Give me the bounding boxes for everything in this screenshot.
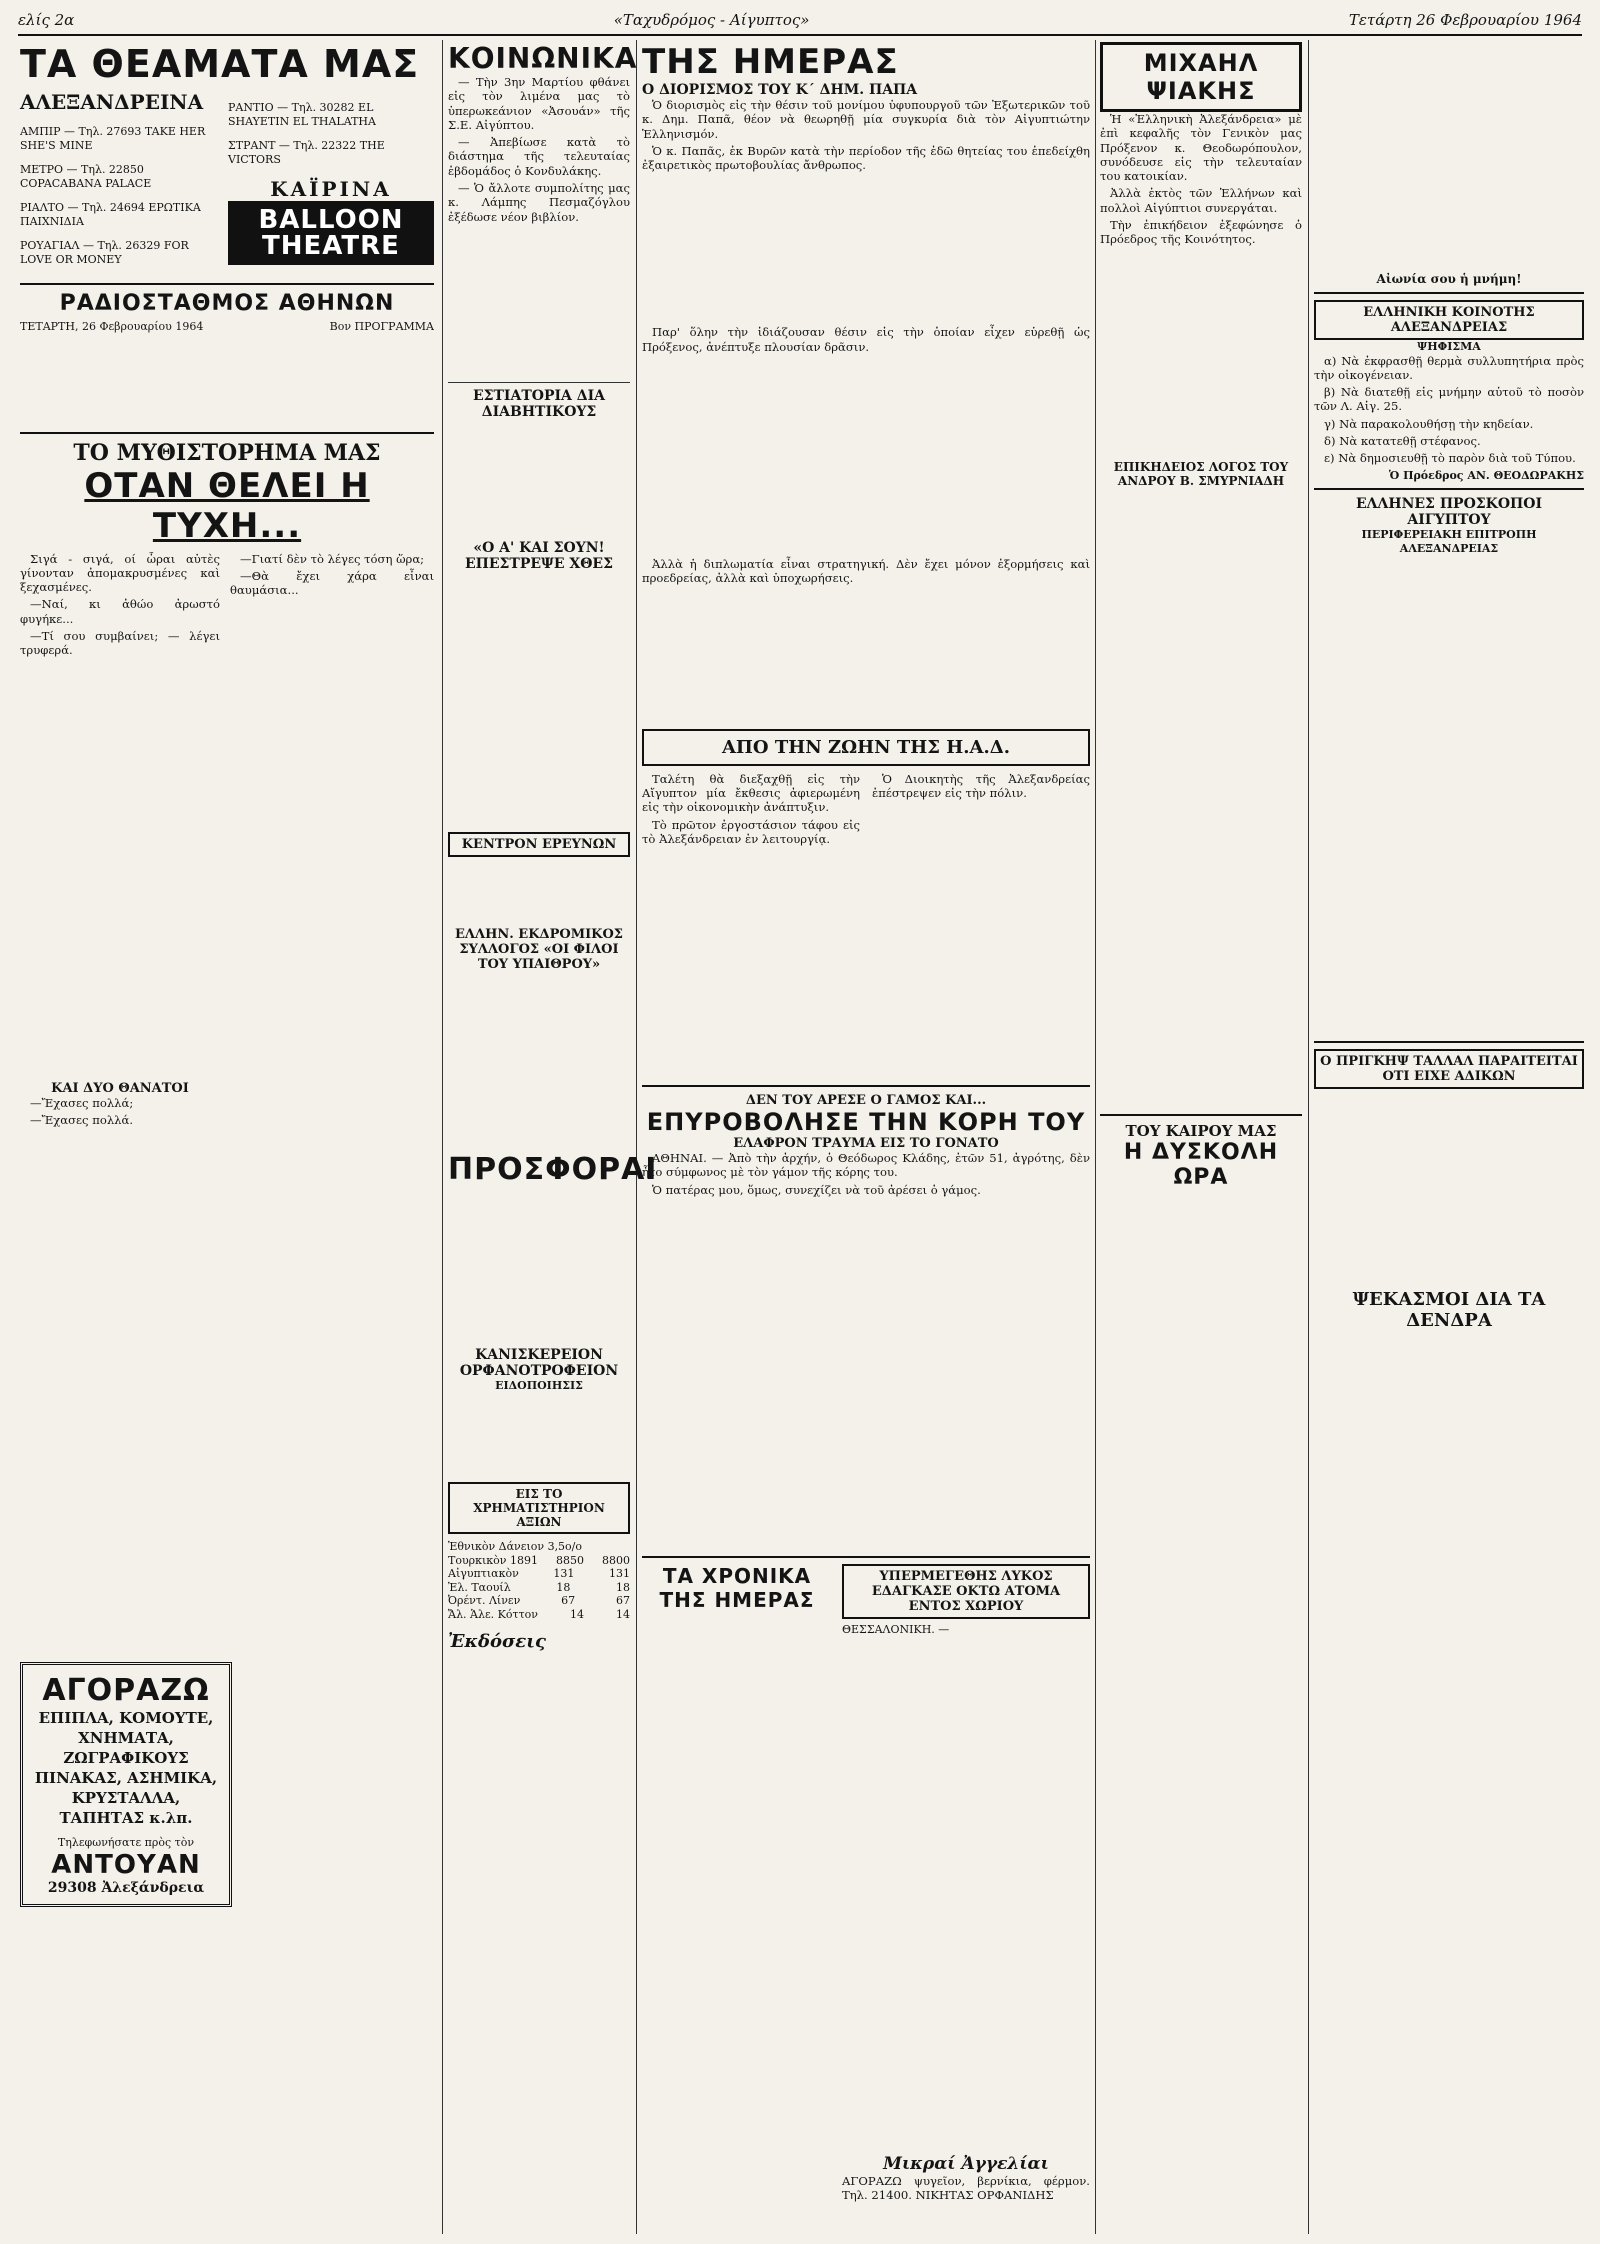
column-left — [20, 42, 434, 2232]
wedding-text: Ὁ πατέρας μου, ὅμως, συνεχίζει νὰ τοῦ ἀρέσει ὁ γάμος. — [652, 1182, 981, 1197]
editions-title: Ἐκδόσεις — [448, 1631, 546, 1653]
city-heading: ΑΛΕΞΑΝΔΡΕΙΝΑ — [20, 90, 204, 114]
novel-kicker: ΤΟ ΜΥΘΙΣΤΟΡΗΜΑ ΜΑΣ — [73, 439, 381, 466]
had-title: ΑΠΟ ΤΗΝ ΖΩΗΝ ΤΗΣ Η.Α.Δ. — [642, 729, 1090, 766]
social-text: — Τὴν 3ην Μαρτίου φθάνει εἰς τὸν λιμένα μας τὸ ὑπερωκεάνιον «Ἀσουάν» τῆς Σ.Ε. Αἰγύπτου. — [448, 75, 630, 132]
novel-text: Σιγά - σιγά, οί ὧραι αὐτὲς γίνονταν ἀπομακρυσμένες καὶ ξεχασμένες. — [20, 551, 220, 595]
cinema-listing: ΜΕΤΡΟ — Τηλ. 22850 COPACABANA PALACE — [20, 163, 152, 190]
orphanage-title: ΚΑΝΙΣΚΕΡΕΙΟΝ ΟΡΦΑΝΟΤΡΟΦΕΙΟΝ — [459, 1346, 619, 1379]
radio-date: ΤΕΤΑΡΤΗ, 26 Φεβρουαρίου 1964 — [20, 320, 204, 333]
buy-ad-name: ΑΝΤΟΥΑΝ — [51, 1849, 201, 1880]
table-row: Ὀρέντ. Λίνεν 67 67 — [448, 1594, 630, 1608]
wedding-text: ΑΘΗΝΑΙ. — Ἀπὸ τὴν ἀρχήν, ὁ Θεόδωρος Κλάδης, ἐτῶν 51, ἀγρότης, δὲν ἦτο σύμφωνος μὲ τὸν γάμον τῆς κόρης του. — [642, 1151, 1090, 1180]
social-title: ΚΟΙΝΩΝΙΚΑ — [448, 42, 638, 75]
column-rule — [442, 40, 443, 2234]
novel-body-block — [20, 661, 220, 1081]
radio-title: ΡΑΔΙΟΣΤΑΘΜΟΣ ΑΘΗΝΩΝ — [59, 291, 395, 316]
day-title: ΤΗΣ ΗΜΕΡΑΣ — [642, 42, 899, 82]
social-text: — Ὁ ἄλλοτε συμπολίτης μας κ. Λάμπης Πεσμαζόγλου ἐξέδωσε νέον βιβλίον. — [448, 181, 630, 224]
buy-ad-title: ΑΓΟΡΑΖΩ — [42, 1673, 210, 1708]
obituary-banner — [1100, 42, 1302, 112]
scouts-subtitle: ΠΕΡΙΦΕΡΕΙΑΚΗ ΕΠΙΤΡΟΠΗ ΑΛΕΞΑΝΔΡΕΙΑΣ — [1361, 528, 1537, 555]
column-obituary — [1100, 42, 1302, 2232]
novel-text: —Θὰ ἔχει χάρα εἶναι θαυμάσια... — [230, 568, 434, 598]
stocks-table — [448, 1540, 630, 1621]
column-rule — [1095, 40, 1096, 2234]
wedding-title: ΕΠΥΡΟΒΟΛΗΣΕ ΤΗΝ ΚΟΡΗ ΤΟΥ — [646, 1108, 1086, 1137]
resolution-item: δ) Νὰ κατατεθῇ στέφανος. — [1324, 433, 1481, 448]
had-text: Ὁ Διοικητὴς τῆς Ἀλεξανδρείας ἐπέστρεψεν εἰς τὴν πόλιν. — [872, 771, 1090, 800]
appointment-text: Παρ' ὅλην τὴν ἰδιάζουσαν θέσιν εἰς τὴν ὁποίαν εἶχεν εὑρεθῇ ὡς Πρόξενος, ἀνέπτυξε πλουσίαν δρᾶσιν. — [642, 325, 1090, 354]
appointment-text: Ὁ διορισμὸς εἰς τὴν θέσιν τοῦ μονίμου ὑφυπουργοῦ τῶν Ἐξωτερικῶν τοῦ κ. Δημ. Παπᾶ, θέον νὰ θεωρηθῇ μία συγκυρία διὰ τὸν Αἰγυπτιώτην Ἑλληνισμόν. — [642, 98, 1090, 141]
buy-ad-phone: 29308 Ἀλεξάνδρεια — [47, 1879, 205, 1896]
classifieds-text: ΑΓΟΡΑΖΩ ψυγεῖον, βερνίκια, φέρμον. Τηλ. 21400. ΝΙΚΗΤΑΣ ΟΡΦΑΝΙΔΗΣ — [842, 2174, 1090, 2203]
table-row: Ἄλ. Ἁλε. Κόττον 14 14 — [448, 1607, 630, 1621]
novel-text: —Ναί, κι ἀθώο ἀρωστό φυγήκε... — [20, 597, 220, 626]
theatres-title: ΤΑ ΘΕΑΜΑΤΑ ΜΑΣ — [20, 42, 420, 86]
table-row: Αἰγυπτιακὸν 131 131 — [448, 1567, 630, 1581]
table-row: Τουρκικὸν 1891 8850 8800 — [448, 1553, 630, 1567]
had-text: Τὸ πρῶτον ἐργοστάσιον τάφου εἰς τὸ Ἀλεξάνδρειαν ἐν λειτουργίᾳ. — [642, 817, 860, 846]
cinema-listing: ΡΙΑΛΤΟ — Τηλ. 24694 ΕΡΩΤΙΚΑ ΠΑΙΧΝΙΔΙΑ — [20, 201, 201, 228]
times-title: Η ΔΥΣΚΟΛΗ ΩΡΑ — [1123, 1139, 1279, 1190]
cinema-listing: ΣΤΡΑΝΤ — Τηλ. 22322 ΤΗΕ VICTORS — [228, 139, 385, 166]
restaurants-title: ΕΣΤΙΑΤΟΡΙΑ ΔΙΑ ΔΙΑΒΗΤΙΚΟΥΣ — [472, 387, 606, 420]
buy-ad-phone-label: Τηλεφωνήσατε πρὸς τὸν — [57, 1836, 195, 1849]
issue-date: Τετάρτη 26 Φεβρουαρίου 1964 — [1348, 11, 1582, 29]
novel-subhead: ΚΑΙ ΔΥΟ ΘΑΝΑΤΟΙ — [51, 1080, 189, 1096]
cairo-heading: ΚΑΪΡΙΝΑ — [270, 177, 392, 201]
resolution-item: α) Νὰ ἐκφρασθῇ θερμὰ συλλυπητήρια πρὸς τὴν οἰκογένειαν. — [1314, 353, 1584, 382]
research-title: ΚΕΝΤΡΟΝ ΕΡΕΥΝΩΝ — [448, 832, 630, 857]
obituary-text: Τὴν ἐπικήδειον ἐξεφώνησε ὁ Πρόεδρος τῆς Κοινότητος. — [1100, 218, 1302, 247]
wedding-subtitle: ΕΛΑΦΡΟΝ ΤΡΑΥΜΑ ΕΙΣ ΤΟ ΓΟΝΑΤΟ — [733, 1136, 999, 1152]
offers-title: ΠΡΟΣΦΟΡΑΙ — [448, 1151, 658, 1187]
column-middle — [642, 42, 1090, 2232]
speech-title: ΕΠΙΚΗΔΕΙΟΣ ΛΟΓΟΣ ΤΟΥ ΑΝΔΡΟΥ Β. ΣΜΥΡΝΙΑΔΗ — [1113, 459, 1289, 488]
cinema-listing: ΡΑΝΤΙΟ — Τηλ. 30282 EL SHAYETIN EL THALATHA — [228, 101, 376, 128]
social-text: — Ἀπεβίωσε κατὰ τὸ διάστημα τῆς τελευταίας ἑβδομάδος ὁ Κονδυλάκης. — [448, 135, 630, 178]
buy-ad-items: ΕΠΙΠΛΑ, ΚΟΜΟΥΤΕ, ΧΝΗΜΑΤΑ, ΖΩΓΡΑΦΙΚΟΥΣ ΠΙΝΑΚΑΣ, ΑΣΗΜΙΚΑ, ΚΡΥΣΤΑΛΛΑ, ΤΑΠΗΤΑΣ κ.λπ. — [34, 1709, 218, 1827]
radio-program-label: Βον ΠΡΟΓΡΑΜΜΑ — [329, 320, 434, 333]
obituary-text: Ἀλλὰ ἐκτὸς τῶν Ἑλλήνων καὶ πολλοὶ Αἰγύπτιοι συνεργάται. — [1100, 186, 1302, 215]
orphanage-subtitle: ΕΙΔΟΠΟΙΗΣΙΣ — [495, 1378, 583, 1392]
novel-text: —Ἔχασες πολλά. — [30, 1112, 134, 1127]
lies-title: ΨΕΚΑΣΜΟΙ ΔΙΑ ΤΑ ΔΕΝΔΡΑ — [1352, 1289, 1546, 1332]
column-rule — [636, 40, 637, 2234]
stocks-title: ΕΙΣ ΤΟ ΧΡΗΜΑΤΙΣΤΗΡΙΟΝ ΑΞΙΩΝ — [448, 1482, 630, 1534]
radio-schedule — [20, 334, 434, 426]
cinema-listing: ΡΟΥΑΓΙΑΛ — Τηλ. 26329 FOR LOVE OR MONEY — [20, 239, 189, 266]
times-kicker: ΤΟΥ ΚΑΙΡΟΥ ΜΑΣ — [1125, 1121, 1277, 1140]
resolution-item: γ) Νὰ παρακολουθήσῃ τὴν κηδείαν. — [1324, 416, 1534, 431]
table-row: Ἐλ. Ταουίλ 18 18 — [448, 1580, 630, 1594]
resolution-item: ε) Νὰ δημοσιευθῇ τὸ παρὸν διὰ τοῦ Τύπου. — [1324, 451, 1576, 466]
column-rule — [1308, 40, 1309, 2234]
page-number: ελίς 2α — [18, 11, 75, 29]
community-signature: Ὁ Πρόεδρος ΑΝ. ΘΕΟΔΩΡΑΚΗΣ — [1388, 468, 1584, 482]
wolf-title: ΥΠΕΡΜΕΓΕΘΗΣ ΛΥΚΟΣ ΕΔΑΓΚΑΣΕ ΟΚΤΩ ΑΤΟΜΑ ΕΝΤΟΣ ΧΩΡΙΟΥ — [842, 1564, 1090, 1619]
had-text: Ταλέτη θὰ διεξαχθῇ εἰς τὴν Αἴγυπτον μία ἔκθεσις ἀφιερωμένη εἰς τὴν οἰκονομικὴν ἀνάπτυξιν. — [642, 771, 860, 815]
balloon-theatre-ad: BALLOON THEATRE — [228, 201, 434, 265]
masthead: «Ταχυδρόμος - Αίγυπτος» — [613, 11, 810, 29]
obituary-title: ΜΙΧΑΗΛ ΨΙΑΚΗΣ — [1143, 49, 1259, 105]
community-title: ΕΛΛΗΝΙΚΗ ΚΟΙΝΟΤΗΣ ΑΛΕΞΑΝΔΡΕΙΑΣ — [1314, 300, 1584, 340]
wolf-dateline: ΘΕΣΣΑΛΟΝΙΚΗ. — — [842, 1623, 950, 1637]
column-social — [448, 42, 658, 2232]
table-row: Ἐθνικὸν Δάνειον 3,5ο/ο — [448, 1540, 583, 1554]
resolution-item: β) Νὰ διατεθῇ εἰς μνήμην αὐτοῦ τὸ ποσὸν τῶν Λ. Αἰγ. 25. — [1314, 385, 1584, 414]
prince-title: Ο ΠΡΙΓΚΗΨ ΤΑΛΛΑΛ ΠΑΡΑΙΤΕΙΤΑΙ ΟΤΙ ΕΙΧΕ ΑΔΙΚΩΝ — [1314, 1049, 1584, 1089]
appointment-text: Ἀλλὰ ἡ διπλωματία εἶναι στρατηγική. Δὲν ἔχει μόνον ἐξορμήσεις καὶ προεδρείας, ἀλλὰ καὶ ὑποχωρήσεις. — [642, 557, 1090, 586]
scouts-title: ΕΛΛΗΝΕΣ ΠΡΟΣΚΟΠΟΙ ΑΙΓΥΠΤΟΥ — [1355, 496, 1543, 529]
novel-text: —Γιατί δὲν τὸ λέγες τόση ὥρα; — [240, 551, 425, 566]
cinema-listing: ΑΜΠΙΡ — Τηλ. 27693 TAKE HER SHE'S MINE — [20, 125, 206, 152]
obituary-text: Ἡ «Ἑλληνικὴ Ἀλεξάνδρεια» μὲ ἐπὶ κεφαλῆς τὸν Γενικὸν μας Πρόξενον κ. Θεοδωρόπουλον, συνόδευσε εἰς τὴν τελευταίαν του κατοικίαν. — [1100, 112, 1302, 184]
obituary-closing: Αἰωνία σου ἡ μνήμη! — [1376, 272, 1522, 286]
chronicle-title: ΤΑ ΧΡΟΝΙΚΑ ΤΗΣ ΗΜΕΡΑΣ — [659, 1564, 815, 1613]
novel-text: —Τί σου συμβαίνει; — λέγει τρυφερά. — [20, 628, 220, 658]
returned-title: «Ο Α' ΚΑΙ ΣΟΥΝ! ΕΠΕΣΤΡΕΨΕ ΧΘΕΣ — [464, 539, 614, 572]
column-right — [1314, 42, 1584, 2232]
page-header — [18, 6, 1582, 36]
novel-text: —Ἔχασες πολλά; — [30, 1095, 134, 1110]
novel-title: ΟΤΑΝ ΘΕΛΕΙ Η ΤΥΧΗ... — [84, 465, 370, 546]
appointment-text: Ὁ κ. Παπᾶς, ἐκ Βυρῶν κατὰ τὴν περίοδον τῆς ἐδῶ θητείας του ἐπεδείχθη ἐξαιρετικὸς πρωτοβουλίας ἄνθρωπος. — [642, 143, 1090, 173]
wedding-kicker: ΔΕΝ ΤΟΥ ΑΡΕΣΕ Ο ΓΑΜΟΣ ΚΑΙ... — [745, 1093, 987, 1109]
buy-ad — [20, 1662, 232, 1907]
classifieds-title: Μικραί Ἀγγελίαι — [883, 2154, 1049, 2174]
appointment-subtitle: Ο ΔΙΟΡΙΣΜΟΣ ΤΟΥ Κ΄ ΔΗΜ. ΠΑΠΑ — [642, 82, 918, 98]
community-subtitle: ΨΗΦΙΣΜΑ — [1417, 340, 1481, 353]
excursion-title: ΕΛΛΗΝ. ΕΚΔΡΟΜΙΚΟΣ ΣΥΛΛΟΓΟΣ «ΟΙ ΦΙΛΟΙ ΤΟΥ ΥΠΑΙΘΡΟΥ» — [455, 926, 623, 972]
